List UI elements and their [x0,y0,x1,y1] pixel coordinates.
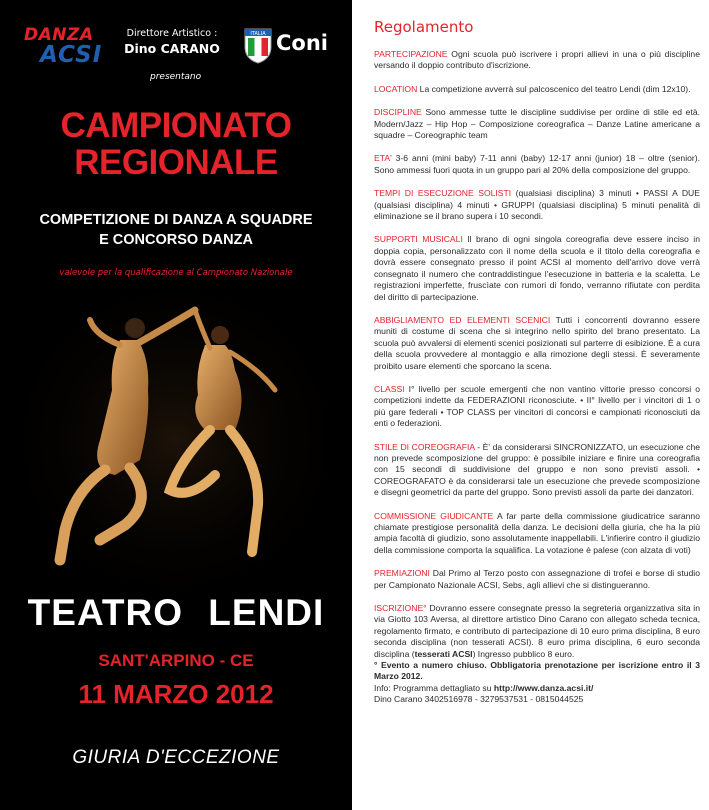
poster-title: CAMPIONATO REGIONALE [60,106,292,182]
rule-key: DISCIPLINE [374,107,422,118]
rule-item [374,84,700,95]
contacts: Dino Carano 3402516978 - 3279537531 - 0815044525 [374,694,584,705]
event-date: 11 MARZO 2012 [78,679,274,709]
event-poster [0,0,352,810]
female-head [211,326,229,344]
rule-key: ISCRIZIONE° [374,603,427,614]
rule-text: Ogni scuola può iscrivere i propri allievi in una o più discipline versando il doppio contributo d'iscrizione. [374,49,700,71]
director-label: Direttore Artistico : [126,28,218,39]
info-link[interactable]: http://www.danza.acsi.it/ [493,682,594,693]
rule-key: PARTECIPAZIONE [374,49,448,59]
dancers-photo [20,290,330,590]
poster-subtitle: COMPETIZIONE DI DANZA A SQUADRE E CONCORSO DANZA [39,212,313,248]
rule-key: PREMIAZIONI [374,568,430,579]
rule-key: LOCATION [374,83,418,94]
rule-iscrizione: ISCRIZIONE° Dovranno essere consegnate presso la segreteria organizzativa sita in via Giotto 103 Aversa, al direttore artistico Dino Carano con allegato scheda tecnica, regolamento firmato, e contributo di partecipazione di 10 euro prima disciplina, 8 euro seconda disciplina (non tesserati ACSI). 8 euro prima disciplina, 6 euro seconda disciplina (tesserati ACSI) Ingresso pubblico 8 euro. ° Evento a numero chiuso. Obbligatoria prenotazione per iscrizione entro il 3 Marzo 2012. Info: Programma dettagliato su http://www.danza.acsi.it/ Dino Carano 3402516978 - 3279537531 - 0815044525 [374,603,700,705]
rules-body [374,49,700,718]
rule-text: 3-6 anni (mini baby) 7-11 anni (baby) 12-17 anni (junior) 18 – oltre (senior). Sono ammessi fuori quota in un gruppo pari al 20% della composizione del gruppo. [374,153,700,175]
rule-key: SUPPORTI MUSICALI [374,234,463,245]
rule-item [374,188,700,222]
rule-item [374,511,700,557]
rule-key: CLASSI [374,383,405,394]
rule-text: (qualsiasi disciplina) 3 minuti • PASSI A DUE (qualsiasi disciplina) 4 minuti • GRUPPI (qualsiasi disciplina) 5 minuti penalità di eliminazione se il brano supera i 10 secondi. [374,188,700,222]
venue-location: SANT'ARPINO - CE [98,651,254,670]
rule-item [374,107,700,141]
rule-key: ABBIGLIAMENTO ED ELEMENTI SCENICI [374,314,551,325]
rule-text: Sono ammesse tutte le discipline suddivise per ordine di stile ed età. Modern/Jazz – Hip Hop – Composizione coreografica – Danze Latine americane a squadre – Coreographic team [374,107,700,141]
closing-note: ° Evento a numero chiuso. Obbligatoria prenotazione per iscrizione entro il 3 Marzo 2012. [374,660,700,682]
qualification-note: valevole per la qualificazione al Campionato Nazionale [59,268,293,278]
rule-item [374,234,700,302]
rule-item [374,153,700,176]
rule-item [374,384,700,430]
coni-text: Coni [276,31,328,55]
rule-text: Tutti i concorrenti dovranno essere muniti di costume di scena che si integrino nello spirito del brano presentato. La scuola può avvalersi di elementi scenici posizionati sul parterre di esibizione. È a cura della scuola provvedere al montaggio e alla rimozione degli stessi. È severamente proibito usare elementi che sporcano la scena. [374,314,700,371]
rule-item [374,315,700,372]
rule-key: ETA' [374,153,392,164]
coni-shield-icon [243,27,273,64]
rule-text: Il brano di ogni singola coreografia deve essere inciso in doppia copia, personalizzato con il nome della scuola e il titolo della coreografia e dovrà essere consegnato presso il point ACSI al momento dell'arrivo dove verrà consegnato il numero che contraddistingue l'esecuzione in batteria e la scaletta. Le registrazioni imperfette, fruscìate con rumori di fondo, verranno rifiutate con perdita del diritto di partecipazione. [374,234,700,302]
rule-text: - È' da considerarsi SINCRONIZZATO, un esecuzione che non prevede scomposizione del gruppo: è possibile iniziare e finire una coreografia con 15 secondi di suddivisione del gruppo e non sono previsti assoli. • COREOGRAFATO è da considerarsi tale un esecuzione che prevede scomposizione e disegni geometrici da parte del gruppo. Sono previsti assoli da parte dei danzatori. [374,441,701,498]
rule-text: Dal Primo al Terzo posto con assegnazione di trofei e borse di studio per Campionato Nazionale ACSI, Sebs, agli allievi che si distingueranno. [374,568,700,590]
danza-acsi-logo: DANZA ACSI [24,25,103,68]
rule-item [374,49,700,72]
rule-text: La competizione avverrà sul palcoscenico del teatro Lendi (dim 12x10). [417,83,691,94]
rule-key: STILE DI COREOGRAFIA [374,441,475,452]
male-head [125,318,145,338]
rule-item [374,568,700,591]
rule-key: COMMISSIONE GIUDICANTE [374,510,494,521]
rules-panel [352,0,709,810]
director-name: Dino CARANO [124,41,220,56]
coni-banner-text: ITALIA [250,31,266,37]
coni-logo [243,27,333,67]
presents-text: presentano [150,72,202,82]
rules-heading: Regolamento [374,18,474,36]
venue-name: TEATRO LENDI [27,592,325,633]
artistic-director [112,28,232,56]
jury-tagline: GIURIA D'ECCEZIONE [72,747,280,768]
rule-key: TEMPI DI ESECUZIONE SOLISTI [374,188,512,199]
rule-text: I° livello per scuole emergenti che non vantino vittorie presso concorsi o competizioni indette da FEDERAZIONI riconosciute. • II° livello per i vincitori di 1 o più gare federali • TOP CLASS per vincitori di concorsi e campionati riconosciuti da enti o federazioni. [374,383,700,429]
rule-text: A far parte della commissione giudicatrice saranno chiamate prestigiose personalità della danza. Le decisioni della giuria, che ha la più ampia facoltà di giudizio, sono assolutamente inappellabili. L'infierire contro il giudizio della commissione comporta la squalifica. La votazione è palese (con alzata di voti) [374,510,700,555]
rule-item [374,442,700,499]
